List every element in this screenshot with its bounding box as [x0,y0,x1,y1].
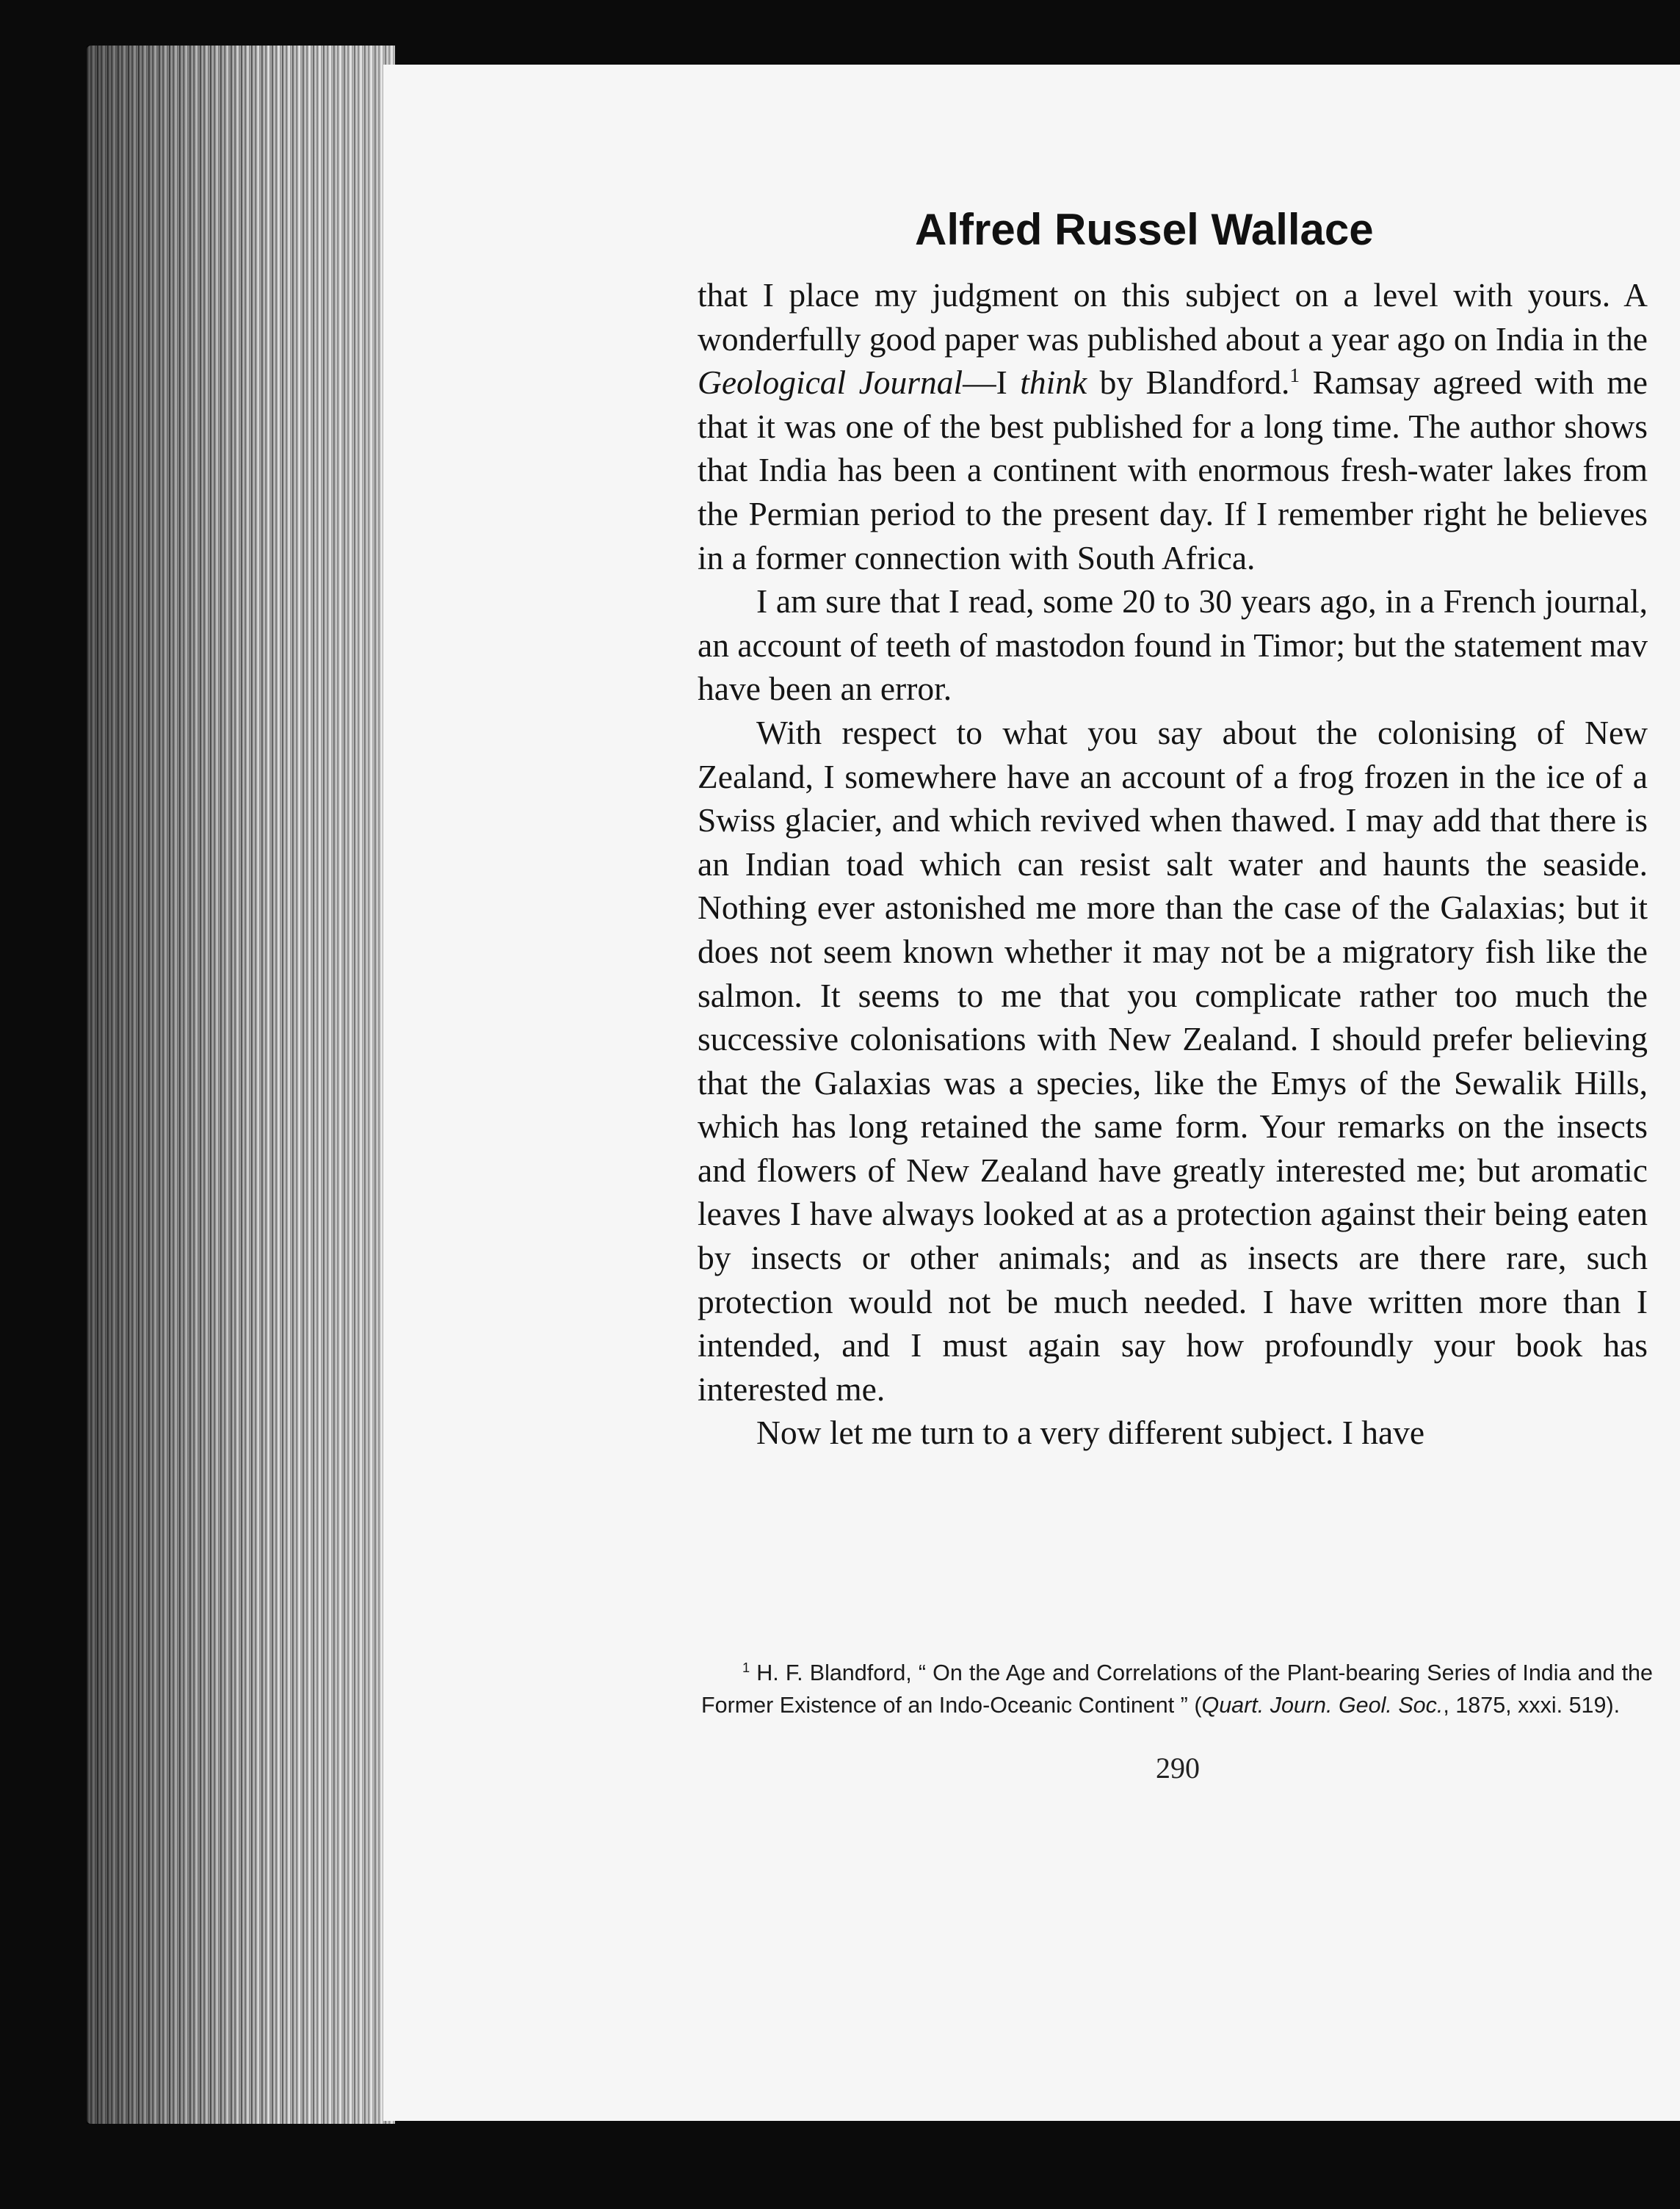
footnote-reference: 1 [1289,364,1300,387]
book-page-edges [87,46,395,2124]
running-head: Alfred Russel Wallace [915,205,1374,254]
emphasis-think: think [1020,364,1087,402]
paragraph-1 [698,273,1648,579]
paragraph-3: With respect to what you say about the colonising of New Zealand, I somewhere have an account of a frog frozen in the ice of a Swiss glacier, and which revived when thawed. I may add that there is an Indian toad which can resist salt water and haunts the seaside. Nothing ever astonished me more than the case of the Galaxias; but it does not seem known whether it may not be a migratory fish like the salmon. It seems to me that you complicate rather too much the successive colonisations with New Zealand. I should prefer believing that the Galaxias was a species, like the Emys of the Sewalik Hills, which has long retained the same form. Your remarks on the insects and flowers of New Zealand have greatly interested me; but aromatic leaves I have always looked at as a protection against their being eaten by insects or other animals; and as insects are there rare, such protection would not be much needed. I have written more than I intended, and I must again say how profoundly your book has interested me. [698,713,1648,1408]
paragraph-4: Now let me turn to a very different subject. I have [756,1414,1425,1452]
footnote-journal: Quart. Journ. Geol. Soc. [1201,1693,1444,1718]
paragraph-1-text-c: by Blandford. [1087,364,1290,402]
footnote-marker: 1 [742,1659,750,1675]
footnote-text-b: , 1875, xxxi. 519). [1443,1693,1621,1718]
journal-title: Geological Journal [698,364,963,402]
footnote [701,1657,1653,1721]
page-number: 290 [1156,1751,1200,1785]
paragraph-1-text-b: —I [963,364,1021,402]
paragraph-1-text-d: Ramsay agreed with me that it was one of the best published for a long time. The author shows that India has been a continent with enormous fresh-water lakes from the Permian period to the present day. If I remember right he believes in a former connection with South Africa. [698,364,1648,576]
footnote-text-a: H. F. Blandford, “ On the Age and Correlations of the Plant-bearing Series of India and the Former Existence of an Indo-Oceanic Continent ” ( [701,1660,1653,1718]
paragraph-2: I am sure that I read, some 20 to 30 years ago, in a French journal, an account of teeth of mastodon found in Timor; but the statement mav have been an error. [698,582,1648,708]
paragraph-1-text-a: that I place my judgment on this subject on a level with yours. A wonderfully good paper was published about a year ago on India in the [698,276,1648,358]
body-text [698,273,1648,1455]
